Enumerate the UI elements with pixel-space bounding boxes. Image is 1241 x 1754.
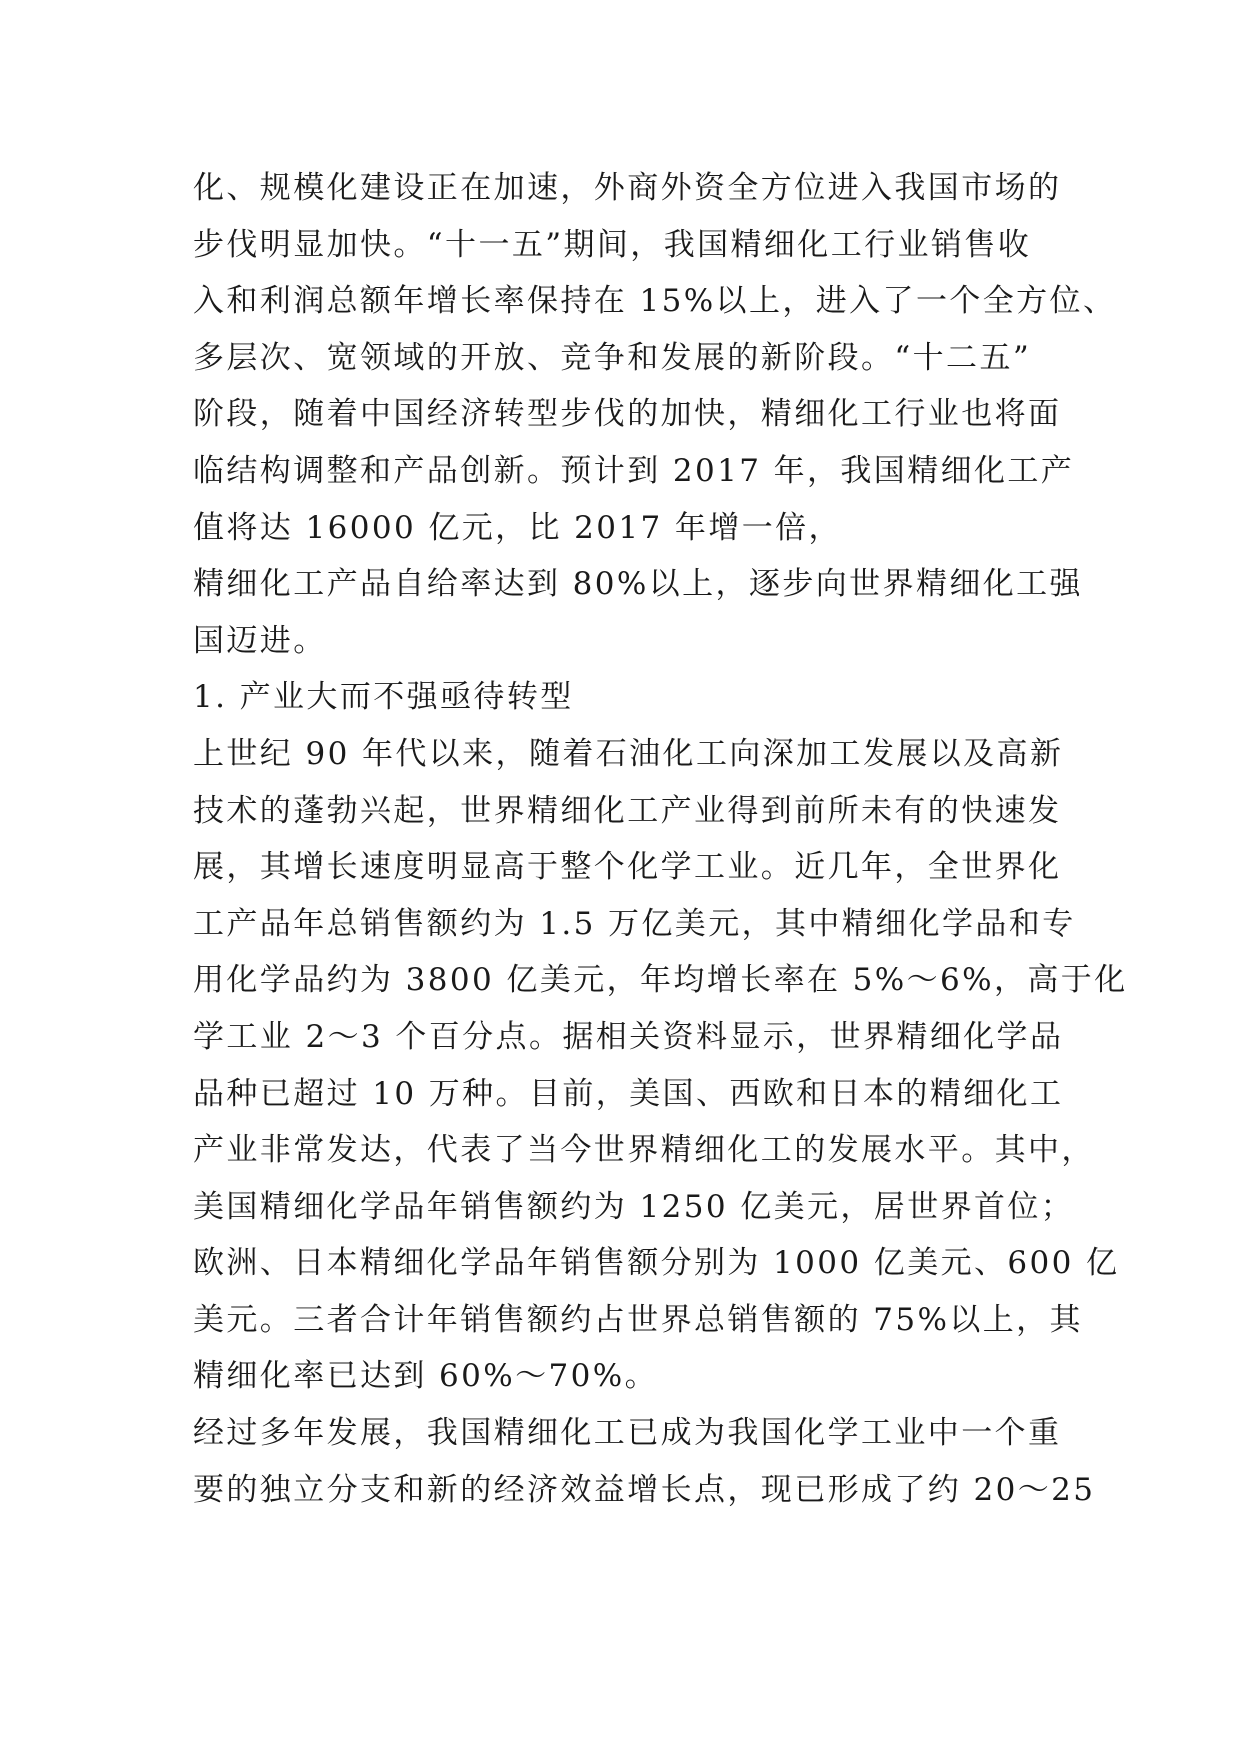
text-line: 品种已超过 10 万种。目前，美国、西欧和日本的精细化工 <box>193 1075 1064 1112</box>
text-line: 美国精细化学品年销售额约为 1250 亿美元，居世界首位； <box>193 1188 1075 1225</box>
text-line: 用化学品约为 3800 亿美元，年均增长率在 5%～6%，高于化 <box>193 962 1128 999</box>
text-line: 精细化工产品自给率达到 80%以上，逐步向世界精细化工强 <box>193 566 1083 603</box>
text-line: 多层次、宽领域的开放、竞争和发展的新阶段。“十二五” <box>193 339 1032 376</box>
text-line: 临结构调整和产品创新。预计到 2017 年，我国精细化工产 <box>193 452 1075 489</box>
text-line: 技术的蓬勃兴起，世界精细化工产业得到前所未有的快速发 <box>193 792 1062 829</box>
text-line: 上世纪 90 年代以来，随着石油化工向深加工发展以及高新 <box>193 735 1064 772</box>
text-line: 入和利润总额年增长率保持在 15%以上，进入了一个全方位、 <box>193 283 1117 320</box>
text-line: 步伐明显加快。“十一五”期间，我国精细化工行业销售收 <box>193 226 1032 263</box>
text-line: 产业非常发达，代表了当今世界精细化工的发展水平。其中， <box>193 1132 1095 1169</box>
text-line: 展，其增长速度明显高于整个化学工业。近几年，全世界化 <box>193 849 1062 886</box>
text-line: 要的独立分支和新的经济效益增长点，现已形成了约 20～25 <box>193 1471 1096 1508</box>
section-heading: 1. 产业大而不强亟待转型 <box>193 679 574 716</box>
text-line: 工产品年总销售额约为 1.5 万亿美元，其中精细化学品和专 <box>193 905 1076 942</box>
text-line: 化、规模化建设正在加速，外商外资全方位进入我国市场的 <box>193 170 1062 206</box>
text-line: 值将达 16000 亿元，比 2017 年增一倍， <box>193 509 842 546</box>
text-line: 国迈进。 <box>193 622 327 659</box>
text-line: 阶段，随着中国经济转型步伐的加快，精细化工行业也将面 <box>193 396 1062 433</box>
text-line: 学工业 2～3 个百分点。据相关资料显示，世界精细化学品 <box>193 1018 1064 1055</box>
text-line: 欧洲、日本精细化学品年销售额分别为 1000 亿美元、600 亿 <box>193 1245 1120 1282</box>
text-line: 美元。三者合计年销售额约占世界总销售额的 75%以上，其 <box>193 1301 1083 1338</box>
body-text <box>193 160 1128 1518</box>
text-line: 经过多年发展，我国精细化工已成为我国化学工业中一个重 <box>193 1415 1062 1452</box>
text-line: 精细化率已达到 60%～70%。 <box>193 1358 659 1395</box>
